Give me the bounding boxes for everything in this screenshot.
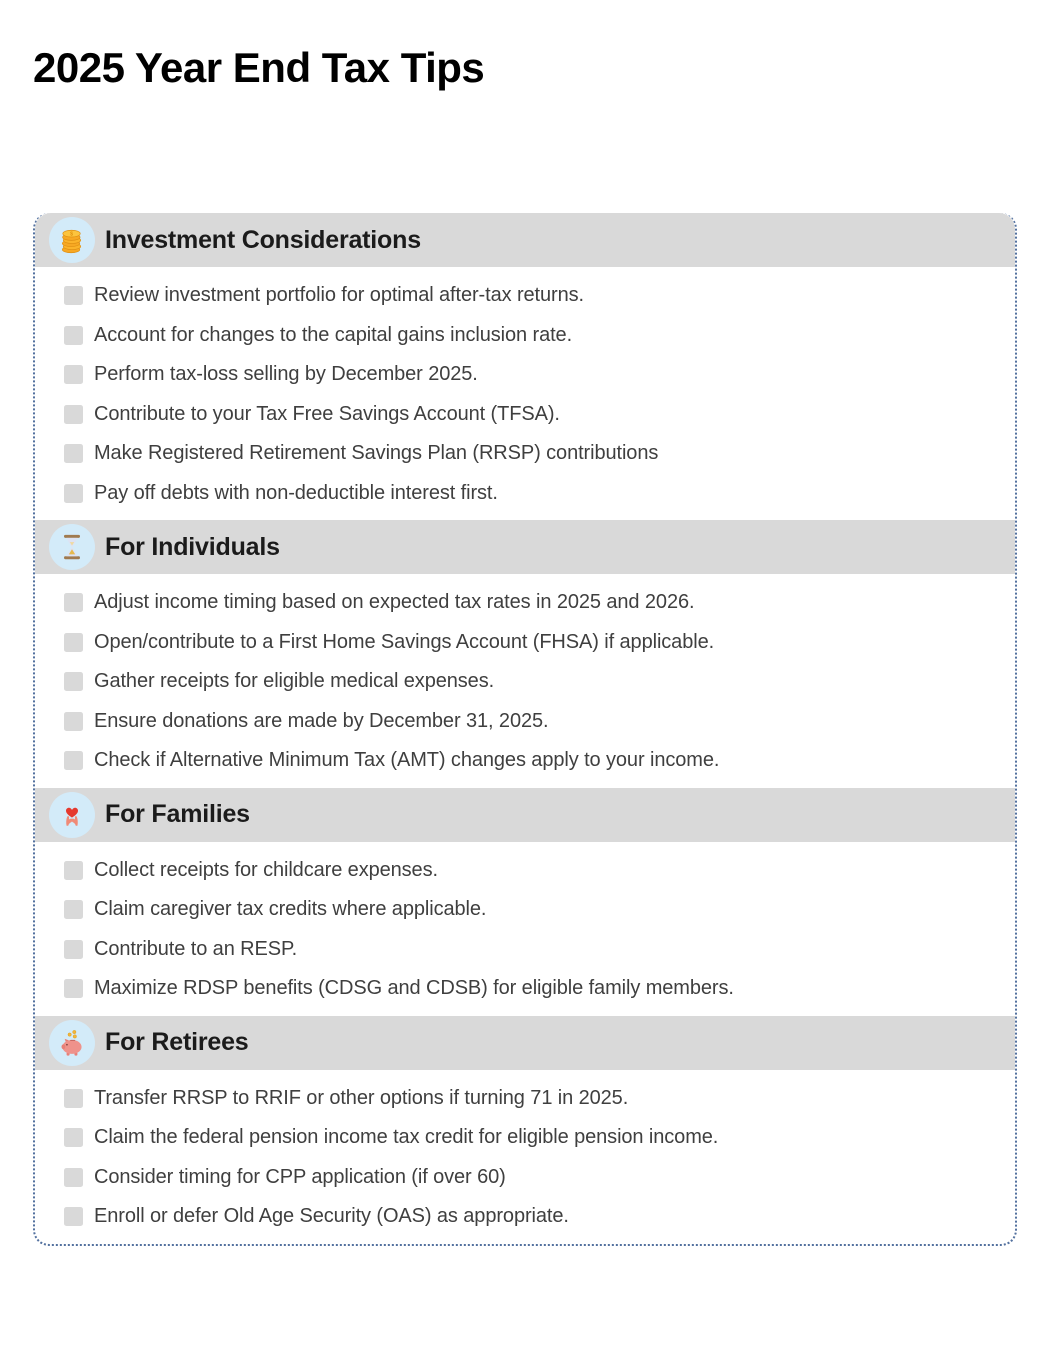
item-checkbox[interactable]	[64, 484, 83, 503]
item-checkbox[interactable]	[64, 1207, 83, 1226]
section-icon-circle	[49, 217, 95, 263]
list-item	[35, 434, 1015, 474]
item-label: Contribute to an RESP.	[94, 937, 298, 960]
item-label: Pay off debts with non-deductible interest first.	[94, 481, 498, 504]
svg-text:$: $	[70, 231, 73, 238]
item-checkbox[interactable]	[64, 861, 83, 880]
item-checkbox[interactable]	[64, 712, 83, 731]
item-label: Enroll or defer Old Age Security (OAS) as appropriate.	[94, 1205, 569, 1228]
item-label: Review investment portfolio for optimal after-tax returns.	[94, 284, 584, 307]
item-label: Maximize RDSP benefits (CDSG and CDSB) for eligible family members.	[94, 977, 734, 1000]
list-item	[35, 930, 1015, 970]
item-label: Claim the federal pension income tax credit for eligible pension income.	[94, 1126, 719, 1149]
list-item	[35, 969, 1015, 1009]
item-checkbox[interactable]	[64, 751, 83, 770]
list-item	[35, 1118, 1015, 1158]
section-header	[35, 520, 1015, 574]
item-checkbox[interactable]	[64, 1128, 83, 1147]
section-title: For Families	[105, 800, 250, 829]
coins-icon	[57, 225, 87, 255]
section-icon-circle	[49, 792, 95, 838]
item-label: Ensure donations are made by December 31, 2025.	[94, 709, 549, 732]
item-checkbox[interactable]	[64, 593, 83, 612]
checklist-section	[35, 520, 1015, 788]
item-label: Check if Alternative Minimum Tax (AMT) changes apply to your income.	[94, 749, 720, 772]
item-label: Make Registered Retirement Savings Plan (RRSP) contributions	[94, 442, 659, 465]
item-label: Open/contribute to a First Home Savings Account (FHSA) if applicable.	[94, 630, 715, 653]
item-label: Gather receipts for eligible medical expenses.	[94, 670, 495, 693]
list-item	[35, 1079, 1015, 1119]
section-items	[35, 267, 1015, 520]
hourglass-icon	[57, 532, 87, 562]
item-label: Consider timing for CPP application (if over 60)	[94, 1165, 506, 1188]
item-checkbox[interactable]	[64, 672, 83, 691]
item-checkbox[interactable]	[64, 1089, 83, 1108]
section-header	[35, 1016, 1015, 1070]
list-item	[35, 1158, 1015, 1198]
piggy-bank-icon	[57, 1028, 87, 1058]
item-checkbox[interactable]	[64, 979, 83, 998]
section-icon-circle	[49, 1020, 95, 1066]
section-header	[35, 788, 1015, 842]
item-label: Adjust income timing based on expected tax rates in 2025 and 2026.	[94, 591, 695, 614]
item-label: Collect receipts for childcare expenses.	[94, 858, 438, 881]
item-checkbox[interactable]	[64, 286, 83, 305]
item-checkbox[interactable]	[64, 1168, 83, 1187]
list-item	[35, 851, 1015, 891]
item-label: Account for changes to the capital gains inclusion rate.	[94, 323, 573, 346]
list-item	[35, 1197, 1015, 1237]
list-item	[35, 662, 1015, 702]
item-checkbox[interactable]	[64, 633, 83, 652]
list-item	[35, 623, 1015, 663]
list-item	[35, 741, 1015, 781]
list-item	[35, 583, 1015, 623]
item-label: Contribute to your Tax Free Savings Account (TFSA).	[94, 402, 560, 425]
checklist-section	[35, 788, 1015, 1016]
item-checkbox[interactable]	[64, 900, 83, 919]
section-items	[35, 842, 1015, 1016]
item-checkbox[interactable]	[64, 326, 83, 345]
item-checkbox[interactable]	[64, 405, 83, 424]
list-item	[35, 355, 1015, 395]
checklist	[33, 213, 1017, 1246]
checklist-section	[35, 1016, 1015, 1244]
list-item	[35, 474, 1015, 514]
section-title: For Retirees	[105, 1028, 249, 1057]
item-checkbox[interactable]	[64, 444, 83, 463]
item-label: Claim caregiver tax credits where applicable.	[94, 898, 487, 921]
list-item	[35, 702, 1015, 742]
list-item	[35, 395, 1015, 435]
item-checkbox[interactable]	[64, 940, 83, 959]
list-item	[35, 890, 1015, 930]
list-item	[35, 276, 1015, 316]
item-label: Transfer RRSP to RRIF or other options if turning 71 in 2025.	[94, 1086, 629, 1109]
item-checkbox[interactable]	[64, 365, 83, 384]
section-title: For Individuals	[105, 532, 280, 561]
list-item	[35, 316, 1015, 356]
item-label: Perform tax-loss selling by December 2025.	[94, 363, 478, 386]
section-header	[35, 213, 1015, 267]
page-title: 2025 Year End Tax Tips	[33, 44, 485, 91]
section-icon-circle	[49, 524, 95, 570]
hands-heart-icon	[57, 800, 87, 830]
section-title: Investment Considerations	[105, 225, 421, 254]
checklist-section	[35, 213, 1015, 520]
section-items	[35, 574, 1015, 788]
section-items	[35, 1070, 1015, 1244]
